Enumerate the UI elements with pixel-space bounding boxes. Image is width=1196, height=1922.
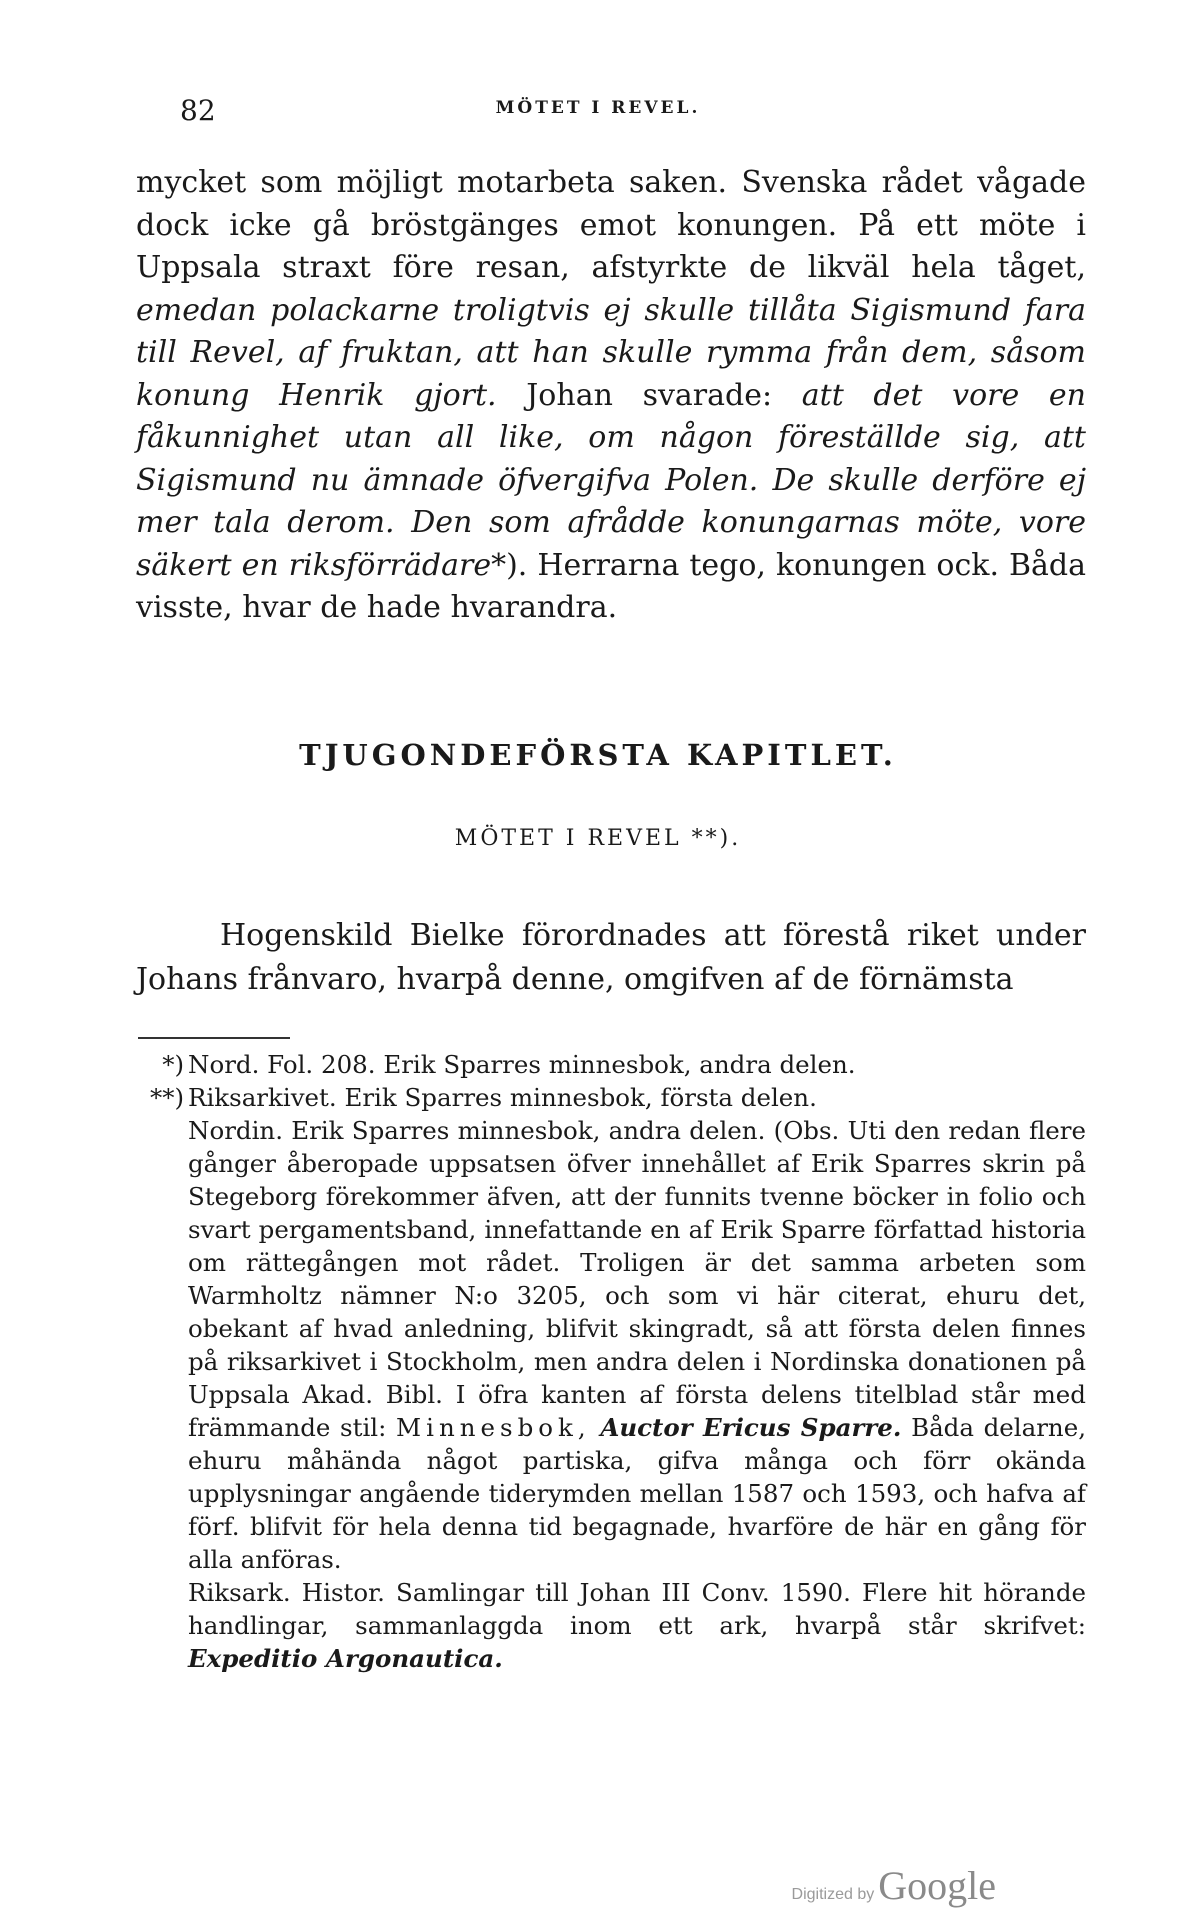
footnote-2-archive-reference xyxy=(136,1576,1086,1675)
footnote-2-line3: Båda delarne, ehuru måhända något partiska, gifva många och förr okända upplysningar angående tiderymden mellan 1587 och 1593, och hafva af förf. blifvit för hela denna tid begagnade, hvarföre de här en gång för alla anföras. xyxy=(188,1413,1086,1574)
page-number: 82 xyxy=(180,94,216,127)
running-head: MÖTET I REVEL. xyxy=(495,98,701,118)
section-paragraph xyxy=(136,914,1086,1002)
footnote-2-italic-end: Expeditio Argonautica. xyxy=(188,1644,503,1673)
text-run-3: Johan svarade: xyxy=(526,377,773,413)
digitized-by-label: Digitized by xyxy=(791,1886,875,1903)
footnote-2-spaced-word: Minnesbok, xyxy=(396,1413,591,1442)
section-title: MÖTET I REVEL **). xyxy=(454,826,742,851)
top-paragraph xyxy=(136,162,1086,630)
footnote-rule xyxy=(138,1037,290,1039)
text-run-4-italic: att det vore en fåkunnighet utan all like, om någon föreställde sig, att Sigismund nu ämnade öfvergifva Polen. De skulle derföre ej mer tala derom. Den som afrådde konungarnas möte, vore säkert en riksförrädare xyxy=(136,377,1086,583)
footnote-2-line2: Nordin. Erik Sparres minnesbok, andra delen. (Obs. Uti den redan flere gånger åberopade uppsatsen öfver innehållet af Erik Sparres skrin på Stegeborg förekommer äfven, att der funnits tvenne böcker in folio och svart pergamentsband, innefattande en af Erik Sparre författad historia om rättegången mot rådet. Troligen är det samma arbeten som Warmholtz nämner N:o 3205, och som vi här citerat, ehuru det, obekant af hvad anledning, blifvit skingradt, så att första delen finnes på riksarkivet i Stockholm, men andra delen i Nordinska donationen på Uppsala Akad. Bibl. I öfra kanten af första delens titelblad står med främmande stil: xyxy=(188,1116,1086,1442)
top-paragraph-text xyxy=(136,162,1086,630)
footnote-1-text: Nord. Fol. 208. Erik Sparres minnesbok, andra delen. xyxy=(188,1050,856,1079)
footnote-2-italic-title: Auctor Ericus Sparre. xyxy=(600,1413,902,1442)
footnote-1-mark: *) xyxy=(162,1050,184,1079)
text-run-5: *). Herrarna tego, konungen ock. Båda visste, hvar de hade hvarandra. xyxy=(136,547,1086,625)
section-paragraph-text: Hogenskild Bielke förordnades att förestå riket under Johans frånvaro, hvarpå denne, omgifven af de förnämsta xyxy=(136,918,1086,997)
digitized-watermark xyxy=(792,1862,996,1909)
footnote-2-mark: **) xyxy=(149,1083,184,1112)
footnote-2-text: Riksarkivet. Erik Sparres minnesbok, första delen. xyxy=(188,1083,817,1112)
footnote-2 xyxy=(136,1081,1086,1114)
footnotes xyxy=(136,1048,1086,1675)
footnote-2-continuation xyxy=(136,1114,1086,1576)
text-run-1: mycket som möjligt motarbeta saken. Svenska rådet vågade dock icke gå bröstgänges emot konungen. På ett möte i Uppsala straxt före resan, afstyrkte de likväl hela tåget, xyxy=(136,165,1086,285)
footnote-1 xyxy=(136,1048,1086,1081)
chapter-title: TJUGONDEFÖRSTA KAPITLET. xyxy=(299,738,897,772)
text-run-2-italic: emedan polackarne troligtvis ej skulle tillåta Sigismund fara till Revel, af fruktan, att han skulle rymma från dem, såsom konung Henrik gjort. xyxy=(136,292,1086,413)
google-logo: Google xyxy=(878,1863,996,1908)
footnote-2-line4: Riksark. Histor. Samlingar till Johan III Conv. 1590. Flere hit hörande handlingar, sammanlaggda inom ett ark, hvarpå står skrifvet: xyxy=(188,1578,1086,1640)
